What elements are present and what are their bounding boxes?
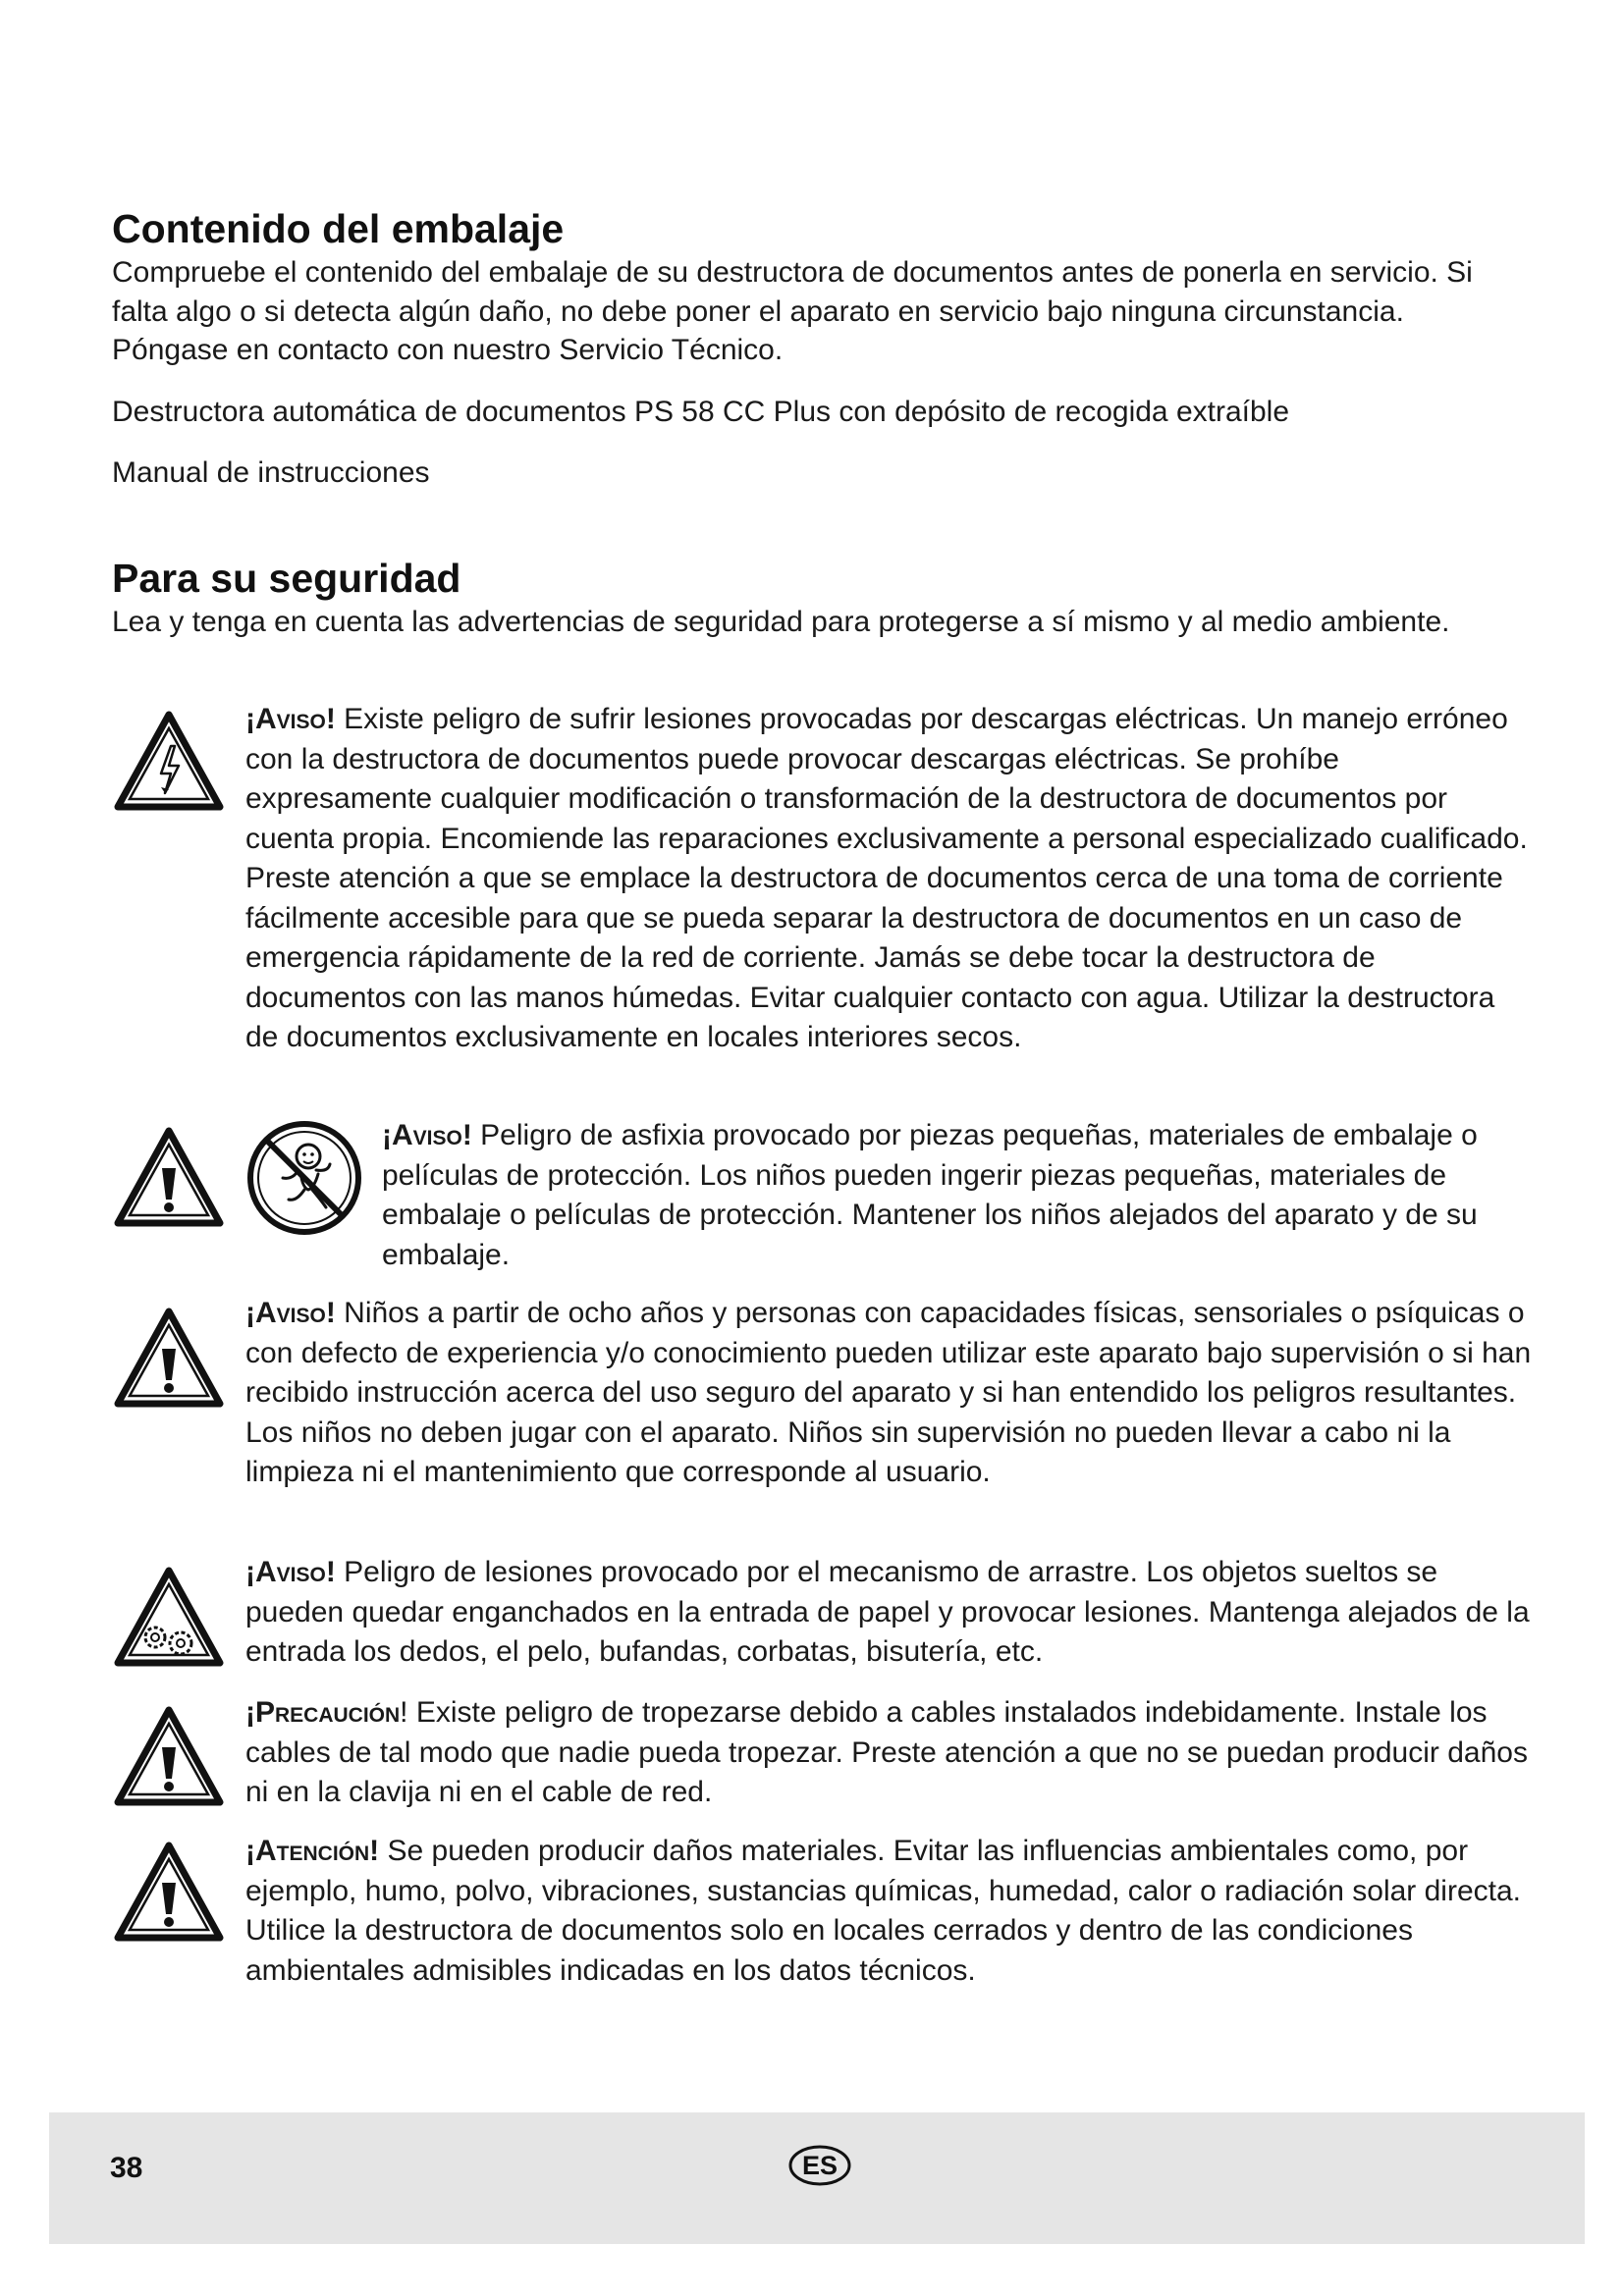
- warning-text: Niños a partir de ocho años y personas con capacidades físicas, sensoriales o psíquicas o con defecto de experiencia y/o conocimiento pueden utilizar este aparato bajo supervisión o si han recibido instrucción acerca del uso seguro del aparato y si han entendido los peligros resultantes. Los niños no deben jugar con el aparato. Niños sin supervisión no pueden llevar a cabo ni la limpieza ni el mantenimiento que corresponde al usuario.: [245, 1297, 1532, 1488]
- warning-keyword: ¡Aviso!: [245, 1556, 336, 1588]
- warning-text: Se pueden producir daños materiales. Evitar las influencias ambientales como, por ejemplo, humo, polvo, vibraciones, sustancias químicas, humedad, calor o radiación solar directa. Utilice la destructora de documentos solo en locales cerrados y dentro de las condiciones ambientales admisibles indicadas en los datos técnicos.: [245, 1835, 1521, 1987]
- warning-text: Peligro de asfixia provocado por piezas pequeñas, materiales de embalaje o películas de protección. Los niños pueden ingerir piezas pequeñas, materiales de embalaje o películas de protección. Mantener los niños alejados del aparato y de su embalaje.: [382, 1119, 1478, 1271]
- warning-keyword: ¡Aviso!: [245, 1297, 336, 1329]
- warning-gears: [245, 1553, 1532, 1673]
- warning-electric-shock: [245, 700, 1532, 1058]
- electric-shock-warning-icon: [112, 709, 226, 815]
- warning-keyword: ¡Atención!: [245, 1835, 380, 1867]
- warning-keyword: ¡Aviso!: [382, 1119, 472, 1151]
- page-footer: [49, 2112, 1585, 2244]
- general-warning-icon: [112, 1125, 226, 1231]
- warning-tripping: [245, 1693, 1532, 1813]
- warning-text: ! Existe peligro de tropezarse debido a cables instalados indebidamente. Instale los cables de tal modo que nadie pueda tropezar. Preste atención a que no se puedan producir daños ni en la clavija ni en el cable de red.: [245, 1696, 1528, 1808]
- section-title-safety: Para su seguridad: [112, 556, 461, 601]
- warning-choking: [382, 1116, 1531, 1275]
- warning-material-damage: [245, 1832, 1532, 1991]
- warning-keyword: ¡Aviso!: [245, 703, 336, 735]
- general-warning-icon: [112, 1704, 226, 1810]
- package-item: Destructora automática de documentos PS 58 CC Plus con depósito de recogida extraíble: [112, 396, 1290, 428]
- warning-keyword: ¡Precaución: [245, 1696, 401, 1729]
- package-contents-intro: Compruebe el contenido del embalaje de su destructora de documentos antes de ponerla en servicio. Si falta algo o si detecta algún daño, no debe poner el aparato en servicio bajo ninguna circunstancia. Póngase en contacto con nuestro Servicio Técnico.: [112, 256, 1473, 366]
- section-title-package-contents: Contenido del embalaje: [112, 206, 565, 251]
- gear-entanglement-warning-icon: [112, 1565, 226, 1671]
- warning-text: Existe peligro de sufrir lesiones provocadas por descargas eléctricas. Un manejo erróneo con la destructora de documentos puede provocar descargas eléctricas. Se prohíbe expresamente cualquier modificación o transformación de la destructora de documentos por cuenta propia. Encomiende las reparaciones exclusivamente a personal especializado cualificado. Preste atención a que se emplace la destructora de documentos cerca de una toma de corriente fácilmente accesible para que se pueda separar la destructora de documentos en un caso de emergencia rápidamente de la red de corriente. Jamás se debe tocar la destructora de documentos con las manos húmedas. Evitar cualquier contacto con agua. Utilizar la destructora de documentos exclusivamente en locales interiores secos.: [245, 703, 1528, 1053]
- general-warning-icon: [112, 1840, 226, 1946]
- page-number: 38: [110, 2152, 143, 2184]
- warning-children: [245, 1294, 1532, 1493]
- general-warning-icon: [112, 1306, 226, 1412]
- no-children-icon: [244, 1117, 365, 1239]
- warning-text: Peligro de lesiones provocado por el mecanismo de arrastre. Los objetos sueltos se pueden quedar enganchados en la entrada de papel y provocar lesiones. Mantenga alejados de la entrada los dedos, el pelo, bufandas, corbatas, bisutería, etc.: [245, 1556, 1530, 1668]
- language-code: ES: [801, 2151, 839, 2180]
- package-item: Manual de instrucciones: [112, 456, 430, 489]
- safety-intro: Lea y tenga en cuenta las advertencias de seguridad para protegerse a sí mismo y al medio ambiente.: [112, 606, 1450, 638]
